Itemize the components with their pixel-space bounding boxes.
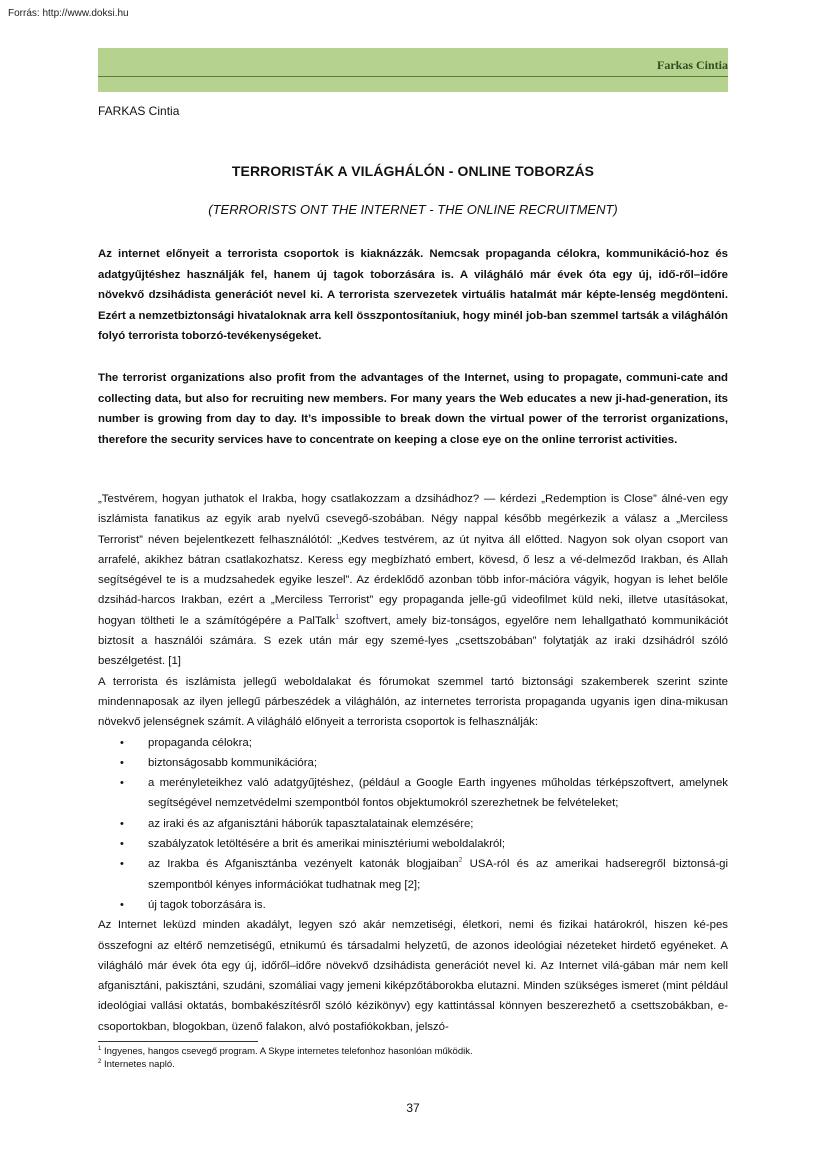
source-line: Forrás: http://www.doksi.hu <box>8 8 129 19</box>
bullet-list <box>98 733 728 916</box>
bullet-icon: • <box>120 777 124 790</box>
list-item <box>98 854 728 895</box>
paragraph-1 <box>98 489 728 672</box>
list-item-text: az Irakba és Afganisztánba vezényelt katonák blogjaiban <box>148 858 459 871</box>
bullet-icon: • <box>120 817 124 830</box>
bullet-icon: • <box>120 756 124 769</box>
footnote-text: Internetes napló. <box>101 1059 175 1070</box>
body-text <box>98 489 728 1037</box>
footnote-number: 1 <box>98 1045 102 1052</box>
footnotes <box>98 1045 728 1071</box>
paragraph-2: A terrorista és iszlámista jellegű weboldalakat és fórumokat szemmel tartó biztonsági szakemberek szerint szinte mindennaposak az ilyen jellegű párbeszédek a világhálón, az internetes terrorista propaganda ugyanis igen dina-mikusan növekvő jelenségnek számít. A világháló előnyeit a terrorista csoportok is felhasználják: <box>98 675 728 729</box>
running-header <box>98 48 728 92</box>
footnote-number: 2 <box>98 1058 102 1065</box>
list-item-text: biztonságosabb kommunikációra; <box>148 756 318 769</box>
list-item-text: propaganda célokra; <box>148 736 252 749</box>
abstract-english: The terrorist organizations also profit from the advantages of the Internet, using to propagate, communi-cate and collecting data, but also for recruiting new members. For many years the Web educates a new ji-had-generation, its number is growing from day to day. It’s impossible to break down the virtual power of the terrorist organizations, therefore the security services have to concentrate on keeping a close eye on the online terrorist activities. <box>98 372 728 446</box>
footnote-ref-1: 1 <box>335 613 340 621</box>
footnote-1 <box>98 1045 728 1058</box>
list-item <box>98 753 728 773</box>
header-rule <box>98 76 728 77</box>
article-subtitle: (TERRORISTS ONT THE INTERNET - THE ONLINE RECRUITMENT) <box>208 202 618 217</box>
footnote-ref-2: 2 <box>458 857 463 865</box>
bullet-icon: • <box>120 898 124 911</box>
paragraph-3: Az Internet leküzd minden akadályt, legyen szó akár nemzetiségi, életkori, nemi és fizikai határokról, hiszen ké-pes összefogni az eltérő nemzetiségű, etnikumú és társadalmi helyzetű, de azonos ideológiai nézeteket hirdető egyéneket. A világháló már évek óta egy új, időről–időre növekvő dzsihádista generációt nevel ki. Az Internet vilá-gában már nem kell afganisztáni, pakisztáni, szudáni, szomáliai vagy jemeni kiképzőtáborokba elutazni. Minden szükséges ismeret (mint például ideológiai vallási oktatás, bombakészítésről szóló kézikönyv) egy kattintással könnyen beszerezhető a csettszobákban, e-csoportokban, blogokban, üzenő falakon, alvó postafiókokban, jelszó- <box>98 919 728 1033</box>
bullet-icon: • <box>120 838 124 851</box>
paragraph-1-part-a: „Testvérem, hogyan juthatok el Irakba, hogy csatlakozzam a dzsihádhoz? — kérdezi „Redemption is Close” álné-ven egy iszlámista fanatikus az egyik arab nyelvű csevegő-szobában. Négy nappal később megérkezik a válasz a „Merciless Terrorist” néven bejelentkezett felhasználótól: „Kedves testvérem, az út nyitva áll előtted. Nagyon sok olyan csoport van arrafelé, akikhez bátran csatlakozhatsz. Keress egy megbízható embert, kövesd, ő lesz a vé-delmeződ Irakban, és Allah segítségével te is a mudzsahedek egyike leszel”. Az érdeklődő azonban több infor-mációra vágyik, hogyan is lehet belőle dzsihád-harcos Irakban, ezért a „Merciless Terrorist” egy propaganda jelle-gű videofilmet küld neki, illetve utasításokat, hogyan töltheti le a számítógépére a PalTalk <box>98 493 728 627</box>
list-item-text: az iraki és az afganisztáni háborúk tapasztalatainak elemzésére; <box>148 817 474 830</box>
list-item <box>98 834 728 854</box>
list-item <box>98 814 728 834</box>
list-item <box>98 773 728 814</box>
footnote-2 <box>98 1058 728 1071</box>
footnote-text: Ingyenes, hangos csevegő program. A Skype internetes telefonhoz hasonlóan működik. <box>101 1046 473 1057</box>
header-author: Farkas Cintia <box>656 58 728 72</box>
page-number: 37 <box>406 1101 420 1115</box>
list-item-text: szabályzatok letöltésére a brit és amerikai minisztériumi weboldalakról; <box>148 838 506 851</box>
footnote-separator <box>98 1041 258 1042</box>
article-title: TERRORISTÁK A VILÁGHÁLÓN - ONLINE TOBORZÁS <box>231 163 595 179</box>
bullet-icon: • <box>120 736 124 749</box>
list-item-text: a merényleteikhez való adatgyűjtéshez, (például a Google Earth ingyenes műholdas térképszoftvert, amelynek segítségével nemzetvédelmi szempontból fontos objektumokról szerezhetnek be felvételeket; <box>148 777 728 810</box>
abstract-hungarian: Az internet előnyeit a terrorista csoportok is kiaknázzák. Nemcsak propaganda célokra, kommunikáció-hoz és adatgyűjtéshez használják fel, hanem új tagok toborzására is. A világháló már évek óta egy új, idő-ről–időre növekvő dzsihádista generációt nevel ki. A terrorista szervezetek virtuális hatalmát már képte-lenség megdönteni. Ezért a nemzetbiztonsági hivataloknak arra kell összpontosítaniuk, hogy minél job-ban szemmel tartsák a világhálón folyó terrorista toborzó-tevékenységeket. <box>98 248 728 342</box>
list-item-text: új tagok toborzására is. <box>148 898 266 911</box>
bullet-icon: • <box>120 858 124 871</box>
list-item <box>98 733 728 753</box>
list-item-text: USA-ról és az amerikai hadseregről biztonsá-gi szempontból kényes információkat tudhatnak meg [2]; <box>148 858 728 891</box>
paragraph-1-part-b: szoftvert, amely biz-tonságos, egyelőre nem lehallgatható kommunikációt biztosít a használói számára. S ezek után már egy szemé-lyes „csettszobában” folytatják az iraki dzsihádról szóló beszélgetést. [1] <box>98 614 728 668</box>
list-item <box>98 895 728 915</box>
author-name: FARKAS Cintia <box>98 104 180 118</box>
